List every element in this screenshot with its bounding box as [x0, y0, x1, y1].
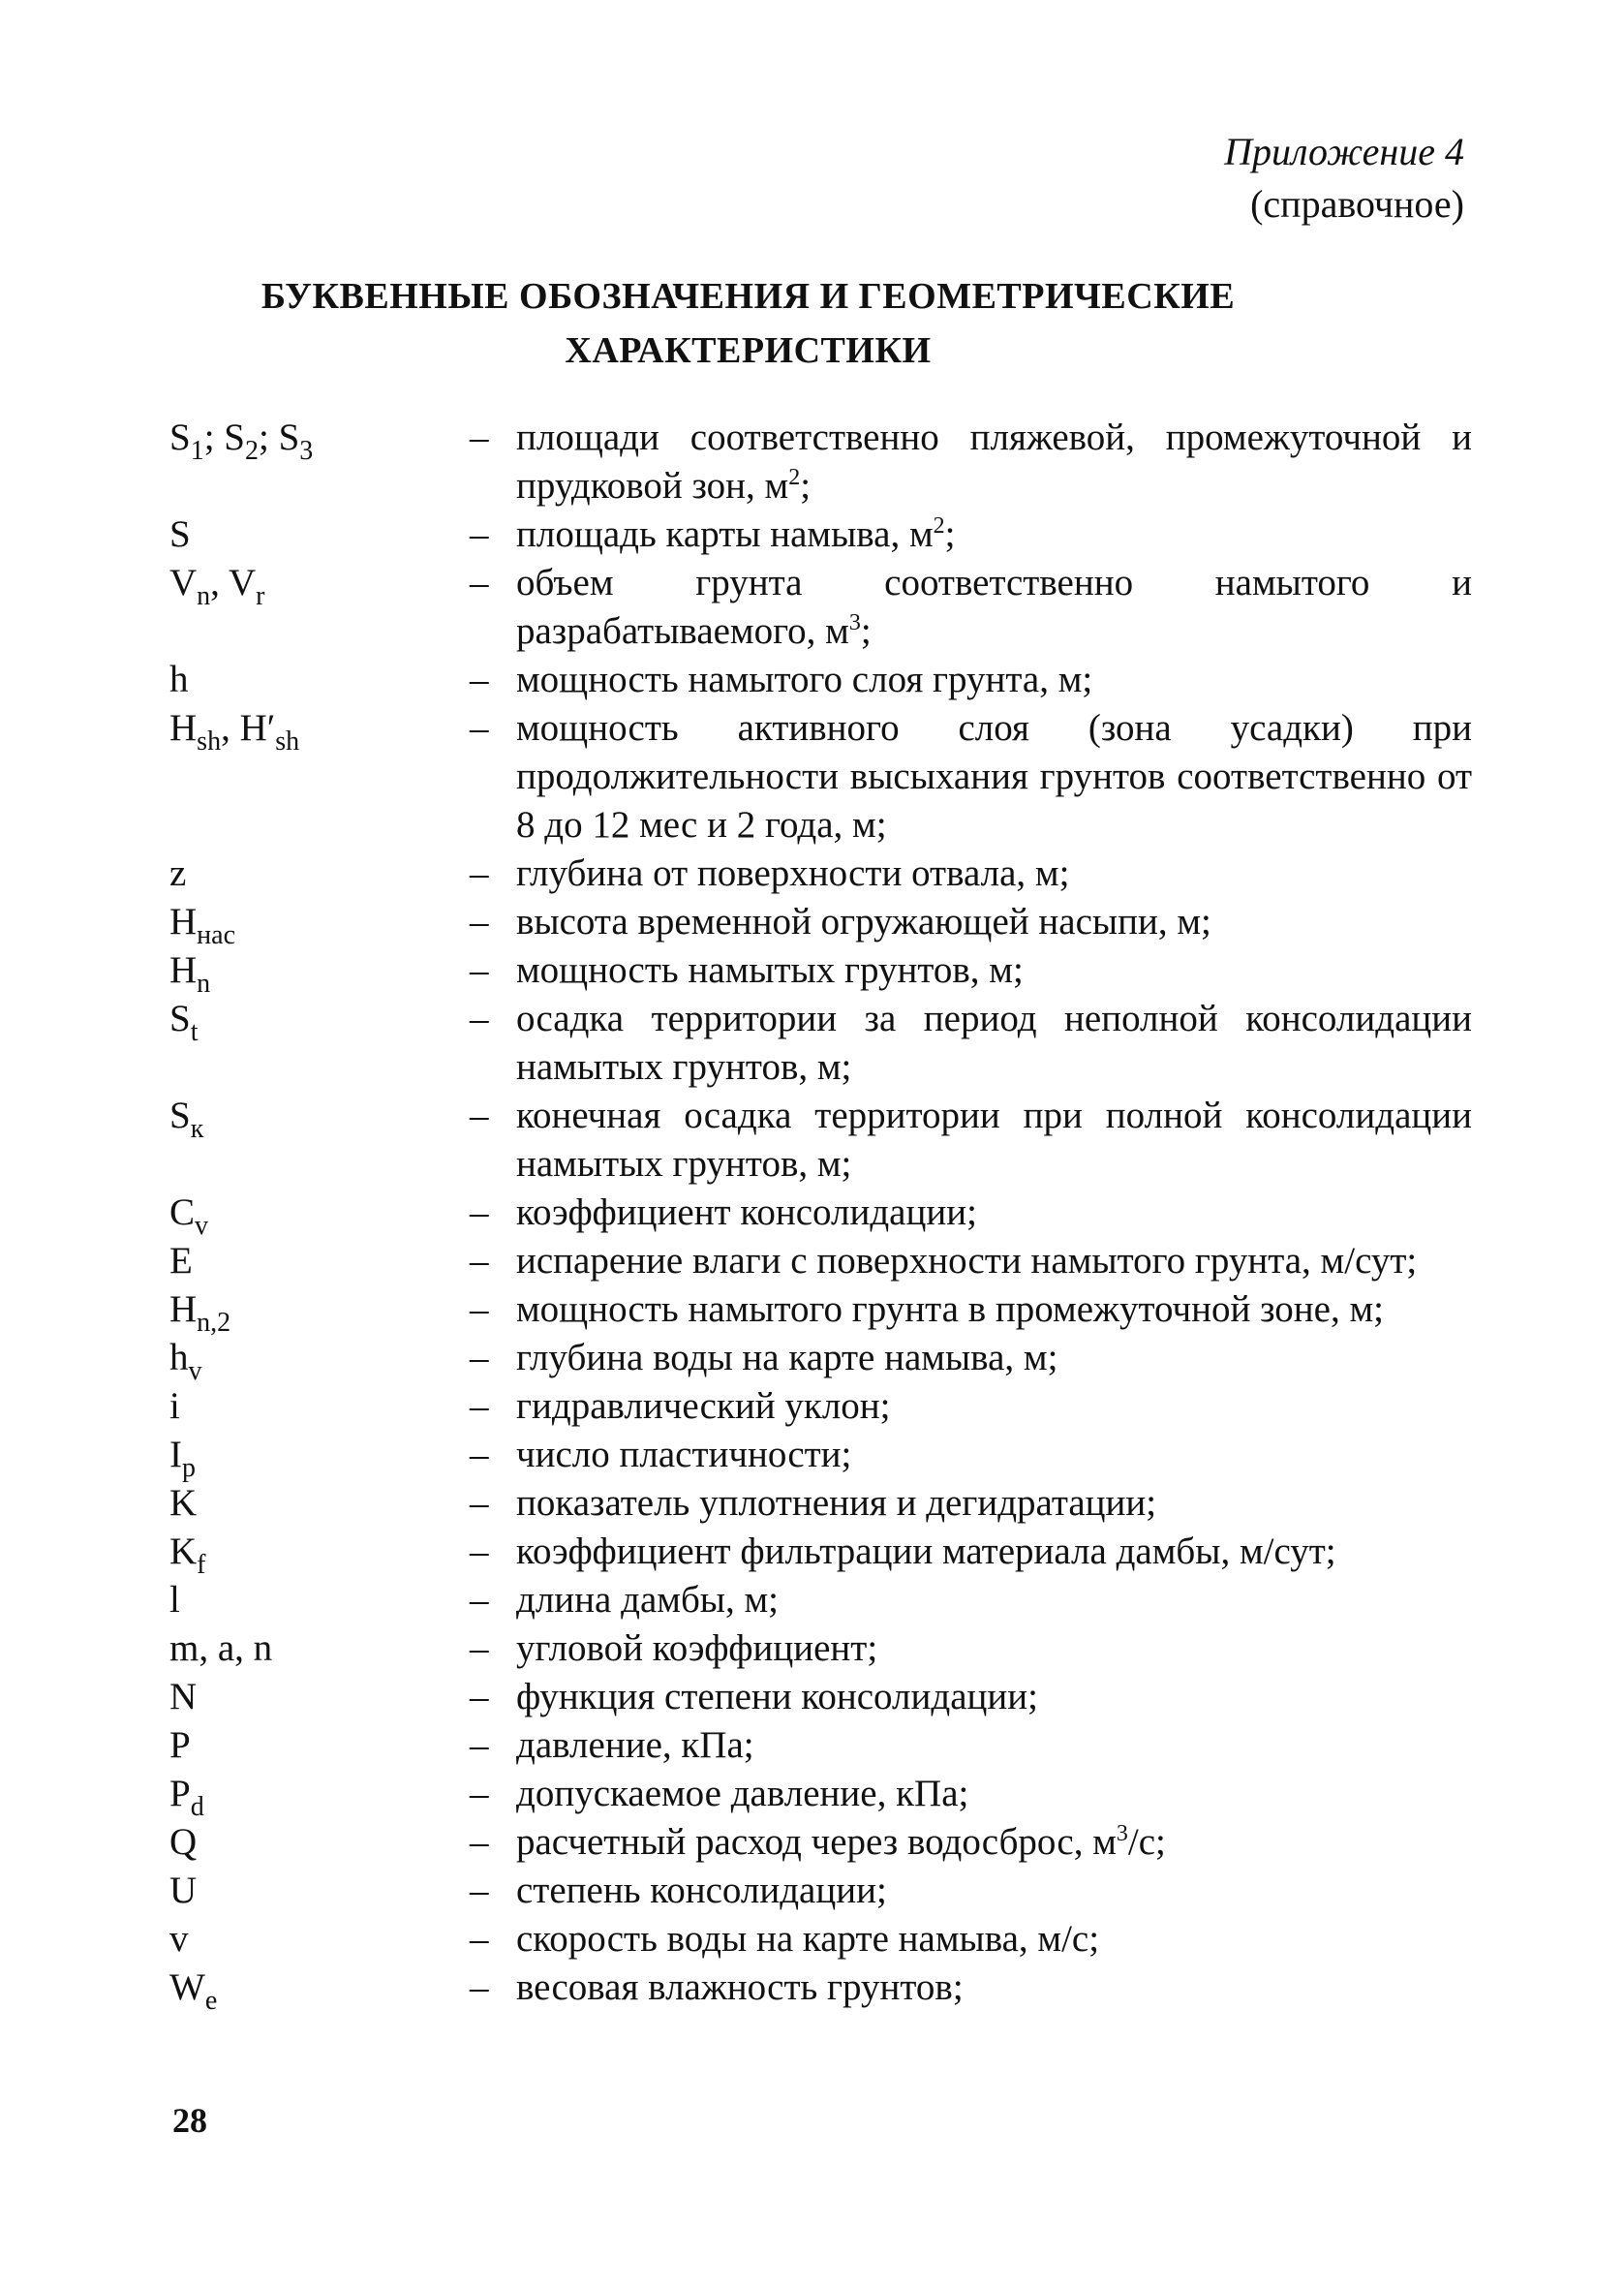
- symbol-description: [516, 510, 1472, 559]
- symbol-description: [516, 1285, 1472, 1334]
- page-title-line-1: БУКВЕННЫЕ ОБОЗНАЧЕНИЯ И ГЕОМЕТРИЧЕСКИЕ: [260, 276, 1236, 317]
- symbol-description: [516, 898, 1472, 946]
- description-part: ;: [800, 465, 812, 507]
- symbol-part: U: [169, 1870, 198, 1911]
- dash-separator: –: [470, 659, 489, 700]
- symbol: [169, 1334, 470, 1386]
- symbol-description: [516, 1963, 1472, 2012]
- description-part: /с;: [1127, 1821, 1166, 1863]
- description-part: степень консолидации;: [516, 1870, 887, 1911]
- symbol-part: к: [190, 1114, 204, 1144]
- symbol-part: N: [169, 1676, 198, 1717]
- symbol: [169, 1915, 470, 1963]
- symbol: [169, 1382, 470, 1431]
- dash-separator: –: [470, 1821, 489, 1863]
- symbol: [169, 1431, 470, 1483]
- symbol-part: C: [169, 1191, 196, 1233]
- symbol-description: [516, 1237, 1472, 1285]
- symbol: [169, 1963, 470, 2016]
- symbol-description: [516, 1334, 1472, 1382]
- symbol: [169, 656, 470, 704]
- symbol: [169, 510, 470, 559]
- symbol-row: [169, 995, 1472, 1092]
- description-part: ;: [860, 610, 872, 652]
- dash-separator: –: [470, 1870, 489, 1911]
- description-part: мощность активного слоя (зона усадки) при продолжительности высыхания грунтов соответственно от 8 до 12 мес и 2 года, м;: [516, 707, 1472, 846]
- description-part: длина дамбы, м;: [516, 1579, 780, 1621]
- symbol-row: [169, 1334, 1472, 1386]
- description-part: глубина от поверхности отвала, м;: [516, 852, 1070, 894]
- symbol-row: [169, 946, 1472, 999]
- symbol-description: [516, 704, 1472, 850]
- symbol-part: i: [169, 1385, 180, 1427]
- description-part: 2: [933, 513, 945, 539]
- symbol-part: n,2: [197, 1308, 231, 1338]
- dash-separator: –: [470, 1385, 489, 1427]
- description-part: гидравлический уклон;: [516, 1385, 891, 1427]
- symbol: [169, 704, 470, 850]
- symbol-part: t: [190, 1017, 199, 1047]
- symbol-part: 3: [299, 436, 314, 466]
- description-part: мощность намытого грунта в промежуточной зоне, м;: [516, 1288, 1384, 1330]
- symbol-description: [516, 559, 1472, 656]
- symbol-part: K: [169, 1530, 198, 1572]
- description-part: ;: [944, 513, 956, 555]
- dash-separator: –: [470, 1288, 489, 1330]
- description-part: объем грунта соответственно намытого и разрабатываемого, м: [516, 562, 1472, 652]
- symbol-part: p: [182, 1453, 196, 1483]
- symbol-part: sh: [275, 727, 300, 757]
- description-part: площадь карты намыва, м: [516, 513, 934, 555]
- symbol-row: [169, 1770, 1472, 1822]
- symbol-row: [169, 1576, 1472, 1624]
- appendix-type: (справочное): [1250, 182, 1464, 226]
- symbol-row: [169, 1479, 1472, 1528]
- symbol-row: [169, 1818, 1472, 1867]
- symbol-description: [516, 656, 1472, 704]
- symbols-list: [169, 414, 1472, 2016]
- symbol-row: [169, 510, 1472, 559]
- page-title: [0, 269, 1496, 378]
- appendix-header: [1224, 126, 1464, 231]
- symbol-part: H: [169, 707, 198, 749]
- symbol: [169, 1479, 470, 1528]
- symbol-part: H: [169, 1288, 198, 1330]
- description-part: коэффициент консолидации;: [516, 1191, 977, 1233]
- description-part: функция степени консолидации;: [516, 1676, 1038, 1717]
- description-part: число пластичности;: [516, 1434, 852, 1475]
- symbol: [169, 1818, 470, 1867]
- dash-separator: –: [470, 1240, 489, 1282]
- symbol-part: H: [169, 901, 198, 943]
- symbol: [169, 995, 470, 1092]
- dash-separator: –: [470, 562, 489, 603]
- description-part: расчетный расход через водосброс, м: [516, 1821, 1117, 1863]
- symbol-part: S: [169, 417, 191, 458]
- symbol-part: V: [169, 562, 198, 603]
- dash-separator: –: [470, 1482, 489, 1524]
- symbol-row: [169, 1721, 1472, 1770]
- symbol-description: [516, 1382, 1472, 1431]
- symbol-description: [516, 414, 1472, 510]
- page-number: 28: [172, 2101, 207, 2140]
- dash-separator: –: [470, 1579, 489, 1621]
- dash-separator: –: [470, 1434, 489, 1475]
- symbol-row: [169, 704, 1472, 850]
- symbol-part: H: [169, 949, 198, 991]
- symbol-part: l: [169, 1579, 180, 1621]
- symbol: [169, 898, 470, 950]
- dash-separator: –: [470, 852, 489, 894]
- symbol-description: [516, 1770, 1472, 1818]
- symbol: [169, 1770, 470, 1822]
- symbol-description: [516, 1092, 1472, 1189]
- symbol-row: [169, 656, 1472, 704]
- symbol-row: [169, 559, 1472, 656]
- description-part: 2: [788, 465, 801, 490]
- description-part: испарение влаги с поверхности намытого грунта, м/сут;: [516, 1240, 1418, 1282]
- description-part: коэффициент фильтрации материала дамбы, м/сут;: [516, 1530, 1336, 1572]
- dash-separator: –: [470, 417, 489, 458]
- symbol-part: Q: [169, 1821, 198, 1863]
- symbol-part: sh: [197, 727, 222, 757]
- symbol-description: [516, 1915, 1472, 1963]
- description-part: глубина воды на карте намыва, м;: [516, 1337, 1058, 1378]
- symbol: [169, 1624, 470, 1673]
- symbol-row: [169, 898, 1472, 950]
- symbol-part: n: [197, 581, 211, 611]
- symbol-part: P: [169, 1724, 191, 1766]
- symbol-part: h: [169, 1337, 189, 1378]
- dash-separator: –: [470, 1337, 489, 1378]
- description-part: осадка территории за период неполной консолидации намытых грунтов, м;: [516, 998, 1472, 1088]
- symbol: [169, 850, 470, 898]
- dash-separator: –: [470, 998, 489, 1039]
- symbol-description: [516, 1431, 1472, 1479]
- symbol-part: , H′: [221, 707, 276, 749]
- symbol-part: W: [169, 1966, 205, 2008]
- symbol-row: [169, 1673, 1472, 1721]
- symbol-part: ; S: [203, 417, 245, 458]
- dash-separator: –: [470, 901, 489, 943]
- symbol-part: , V: [210, 562, 257, 603]
- symbol-description: [516, 1673, 1472, 1721]
- symbol: [169, 1867, 470, 1915]
- description-part: мощность намытых грунтов, м;: [516, 949, 1024, 991]
- description-part: весовая влажность грунтов;: [516, 1966, 964, 2008]
- symbol-part: S: [169, 513, 191, 555]
- symbol-description: [516, 1576, 1472, 1624]
- symbol: [169, 1285, 470, 1338]
- symbol-row: [169, 1092, 1472, 1189]
- symbol-description: [516, 1189, 1472, 1237]
- dash-separator: –: [470, 1918, 489, 1960]
- symbol-row: [169, 1237, 1472, 1285]
- symbol-part: S: [169, 1095, 191, 1136]
- dash-separator: –: [470, 1095, 489, 1136]
- description-part: допускаемое давление, кПа;: [516, 1773, 969, 1814]
- symbol: [169, 559, 470, 656]
- dash-separator: –: [470, 1191, 489, 1233]
- symbol: [169, 946, 470, 999]
- symbol-row: [169, 1528, 1472, 1580]
- symbol: [169, 1721, 470, 1770]
- page-title-line-2: ХАРАКТЕРИСТИКИ: [565, 330, 932, 371]
- symbol-part: h: [169, 659, 189, 700]
- symbol: [169, 414, 470, 510]
- dash-separator: –: [470, 1627, 489, 1669]
- symbol-row: [169, 850, 1472, 898]
- symbol-part: 2: [244, 436, 259, 466]
- symbol-row: [169, 1382, 1472, 1431]
- symbol-description: [516, 1867, 1472, 1915]
- dash-separator: –: [470, 1724, 489, 1766]
- symbol-part: m, a, n: [169, 1627, 273, 1669]
- symbol-description: [516, 850, 1472, 898]
- dash-separator: –: [470, 1966, 489, 2008]
- description-part: показатель уплотнения и дегидратации;: [516, 1482, 1157, 1524]
- symbol-part: нас: [197, 920, 236, 950]
- symbol-row: [169, 1431, 1472, 1483]
- dash-separator: –: [470, 1676, 489, 1717]
- symbol-part: e: [204, 1986, 218, 2016]
- symbol-part: r: [256, 581, 265, 611]
- symbol-part: 1: [190, 436, 204, 466]
- symbol-row: [169, 1867, 1472, 1915]
- dash-separator: –: [470, 1773, 489, 1814]
- symbol-description: [516, 1528, 1472, 1576]
- description-part: 3: [1116, 1821, 1128, 1846]
- symbol-part: f: [197, 1550, 206, 1580]
- symbol: [169, 1237, 470, 1285]
- symbol-description: [516, 995, 1472, 1092]
- description-part: площади соответственно пляжевой, промежуточной и прудковой зон, м: [516, 417, 1472, 507]
- symbol-part: z: [169, 852, 187, 894]
- symbol-part: S: [169, 998, 191, 1039]
- symbol: [169, 1092, 470, 1189]
- symbol-part: d: [190, 1792, 204, 1822]
- symbol-row: [169, 1285, 1472, 1338]
- symbol-row: [169, 414, 1472, 510]
- description-part: скорость воды на карте намыва, м/с;: [516, 1918, 1100, 1960]
- symbol: [169, 1189, 470, 1241]
- symbol-description: [516, 1818, 1472, 1867]
- symbol-description: [516, 1624, 1472, 1673]
- symbol-part: ; S: [258, 417, 300, 458]
- description-part: 3: [848, 610, 861, 635]
- symbol-description: [516, 1479, 1472, 1528]
- symbol-part: v: [169, 1918, 189, 1960]
- dash-separator: –: [470, 513, 489, 555]
- symbol: [169, 1576, 470, 1624]
- symbol-part: E: [169, 1240, 193, 1282]
- symbol-description: [516, 946, 1472, 995]
- symbol-row: [169, 1624, 1472, 1673]
- symbol-part: K: [169, 1482, 198, 1524]
- symbol-part: P: [169, 1773, 191, 1814]
- description-part: конечная осадка территории при полной консолидации намытых грунтов, м;: [516, 1095, 1472, 1185]
- dash-separator: –: [470, 949, 489, 991]
- symbol-row: [169, 1915, 1472, 1963]
- dash-separator: –: [470, 1530, 489, 1572]
- symbol-part: n: [197, 969, 211, 999]
- symbol-row: [169, 1189, 1472, 1241]
- description-part: мощность намытого слоя грунта, м;: [516, 659, 1093, 700]
- description-part: высота временной огружающей насыпи, м;: [516, 901, 1211, 943]
- dash-separator: –: [470, 707, 489, 749]
- symbol-row: [169, 1963, 1472, 2016]
- symbol-part: v: [188, 1356, 202, 1386]
- description-part: угловой коэффициент;: [516, 1627, 878, 1669]
- description-part: давление, кПа;: [516, 1724, 754, 1766]
- symbol-part: v: [195, 1211, 209, 1241]
- symbol: [169, 1673, 470, 1721]
- symbol-part: I: [169, 1434, 182, 1475]
- symbol-description: [516, 1721, 1472, 1770]
- symbol: [169, 1528, 470, 1580]
- appendix-label: Приложение 4: [1224, 130, 1464, 173]
